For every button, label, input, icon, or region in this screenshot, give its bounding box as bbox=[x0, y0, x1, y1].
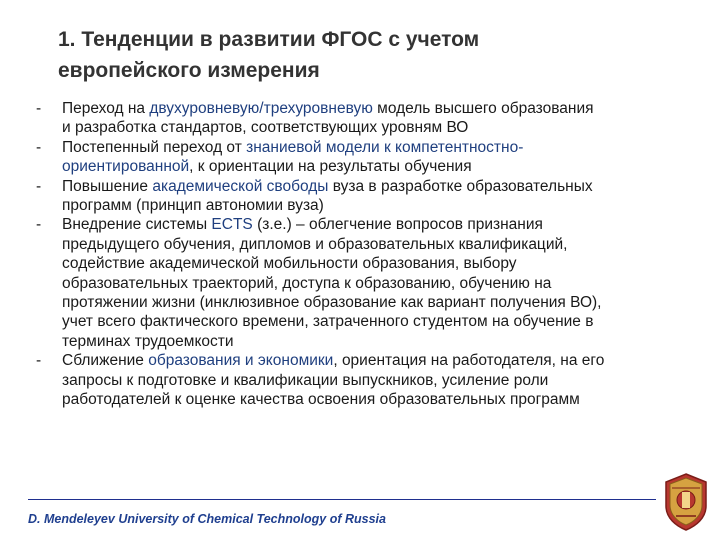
bullet-line bbox=[62, 293, 708, 312]
slide-title-line: 1. Тенденции в развитии ФГОС с учетом bbox=[58, 28, 480, 51]
bullet-text-segment: и разработка стандартов, соответствующих уровням ВО bbox=[62, 119, 469, 137]
bullet-item bbox=[36, 99, 708, 138]
bullet-text-segment: Внедрение системы bbox=[62, 216, 212, 234]
bullet-text-segment: знаниевой модели к компетентностно- bbox=[246, 138, 524, 156]
bullet-line bbox=[62, 332, 708, 351]
bullet-item bbox=[36, 138, 708, 177]
bullet-line bbox=[62, 99, 708, 118]
bullet-list bbox=[36, 99, 708, 410]
bullet-line bbox=[62, 274, 708, 293]
bullet-text-segment: программ (принцип автономии вуза) bbox=[62, 197, 324, 215]
bullet-text-segment: работодателей к оценке качества освоения образовательных программ bbox=[62, 391, 580, 409]
bullet-dash: - bbox=[36, 138, 42, 156]
bullet-text-segment: ECTS bbox=[211, 216, 253, 234]
bullet-text-segment: Повышение bbox=[62, 177, 153, 195]
bullet-text-segment: Постепенный переход от bbox=[62, 138, 247, 156]
bullet-text-segment: содействие академической мобильности образования, выбору bbox=[62, 255, 517, 273]
slide-title bbox=[58, 24, 678, 86]
bullet-text-segment: запросы к подготовке и квалификации выпускников, усиление роли bbox=[62, 371, 549, 389]
bullet-text-segment: протяжении жизни (инклюзивное образование как вариант получения ВО), bbox=[62, 294, 602, 312]
bullet-dash: - bbox=[36, 216, 42, 234]
bullet-line bbox=[62, 254, 708, 273]
bullet-line bbox=[62, 118, 708, 137]
bullet-text-segment: , ориентация на работодателя, на его bbox=[333, 352, 605, 370]
bullet-text-segment: Переход на bbox=[62, 100, 150, 117]
bullet-text-segment: академической свободы bbox=[152, 177, 329, 195]
footer-divider bbox=[28, 499, 656, 500]
bullet-item bbox=[36, 351, 708, 409]
bullet-dash: - bbox=[36, 177, 42, 195]
bullet-line bbox=[62, 215, 708, 234]
bullet-text-segment: образования и экономики bbox=[148, 352, 334, 370]
footer-university-name: D. Mendeleyev University of Chemical Technology of Russia bbox=[28, 512, 386, 526]
bullet-line bbox=[62, 351, 708, 370]
bullet-line bbox=[62, 371, 708, 390]
bullet-text-segment: ориентированной bbox=[62, 158, 190, 176]
bullet-line bbox=[62, 235, 708, 254]
university-crest-icon bbox=[662, 472, 710, 532]
bullet-line bbox=[62, 312, 708, 331]
bullet-line bbox=[62, 196, 708, 215]
bullet-dash: - bbox=[36, 100, 42, 117]
bullet-text-segment: двухуровневую/трехуровневую bbox=[149, 100, 373, 117]
bullet-text-segment: Сближение bbox=[62, 352, 149, 370]
bullet-item bbox=[36, 177, 708, 216]
bullet-line bbox=[62, 157, 708, 176]
bullet-text-segment: учет всего фактического времени, затраченного студентом на обучение в bbox=[62, 313, 594, 331]
slide-title-line: европейского измерения bbox=[58, 59, 320, 82]
bullet-text-segment: , к ориентации на результаты обучения bbox=[189, 158, 472, 176]
bullet-text-segment: образовательных траекторий, доступа к образованию, обучению на bbox=[62, 274, 552, 292]
bullet-dash: - bbox=[36, 352, 42, 370]
bullet-text-segment: терминах трудоемкости bbox=[62, 332, 234, 350]
bullet-text-segment: модель высшего образования bbox=[372, 100, 594, 117]
bullet-text-segment: вуза в разработке образовательных bbox=[328, 177, 593, 195]
bullet-text-segment: предыдущего обучения, дипломов и образовательных квалификаций, bbox=[62, 235, 568, 253]
bullet-text-segment: (з.е.) – облегчение вопросов признания bbox=[252, 216, 543, 234]
bullet-line bbox=[62, 138, 708, 157]
bullet-line bbox=[62, 177, 708, 196]
bullet-line bbox=[62, 390, 708, 409]
bullet-item bbox=[36, 215, 708, 351]
